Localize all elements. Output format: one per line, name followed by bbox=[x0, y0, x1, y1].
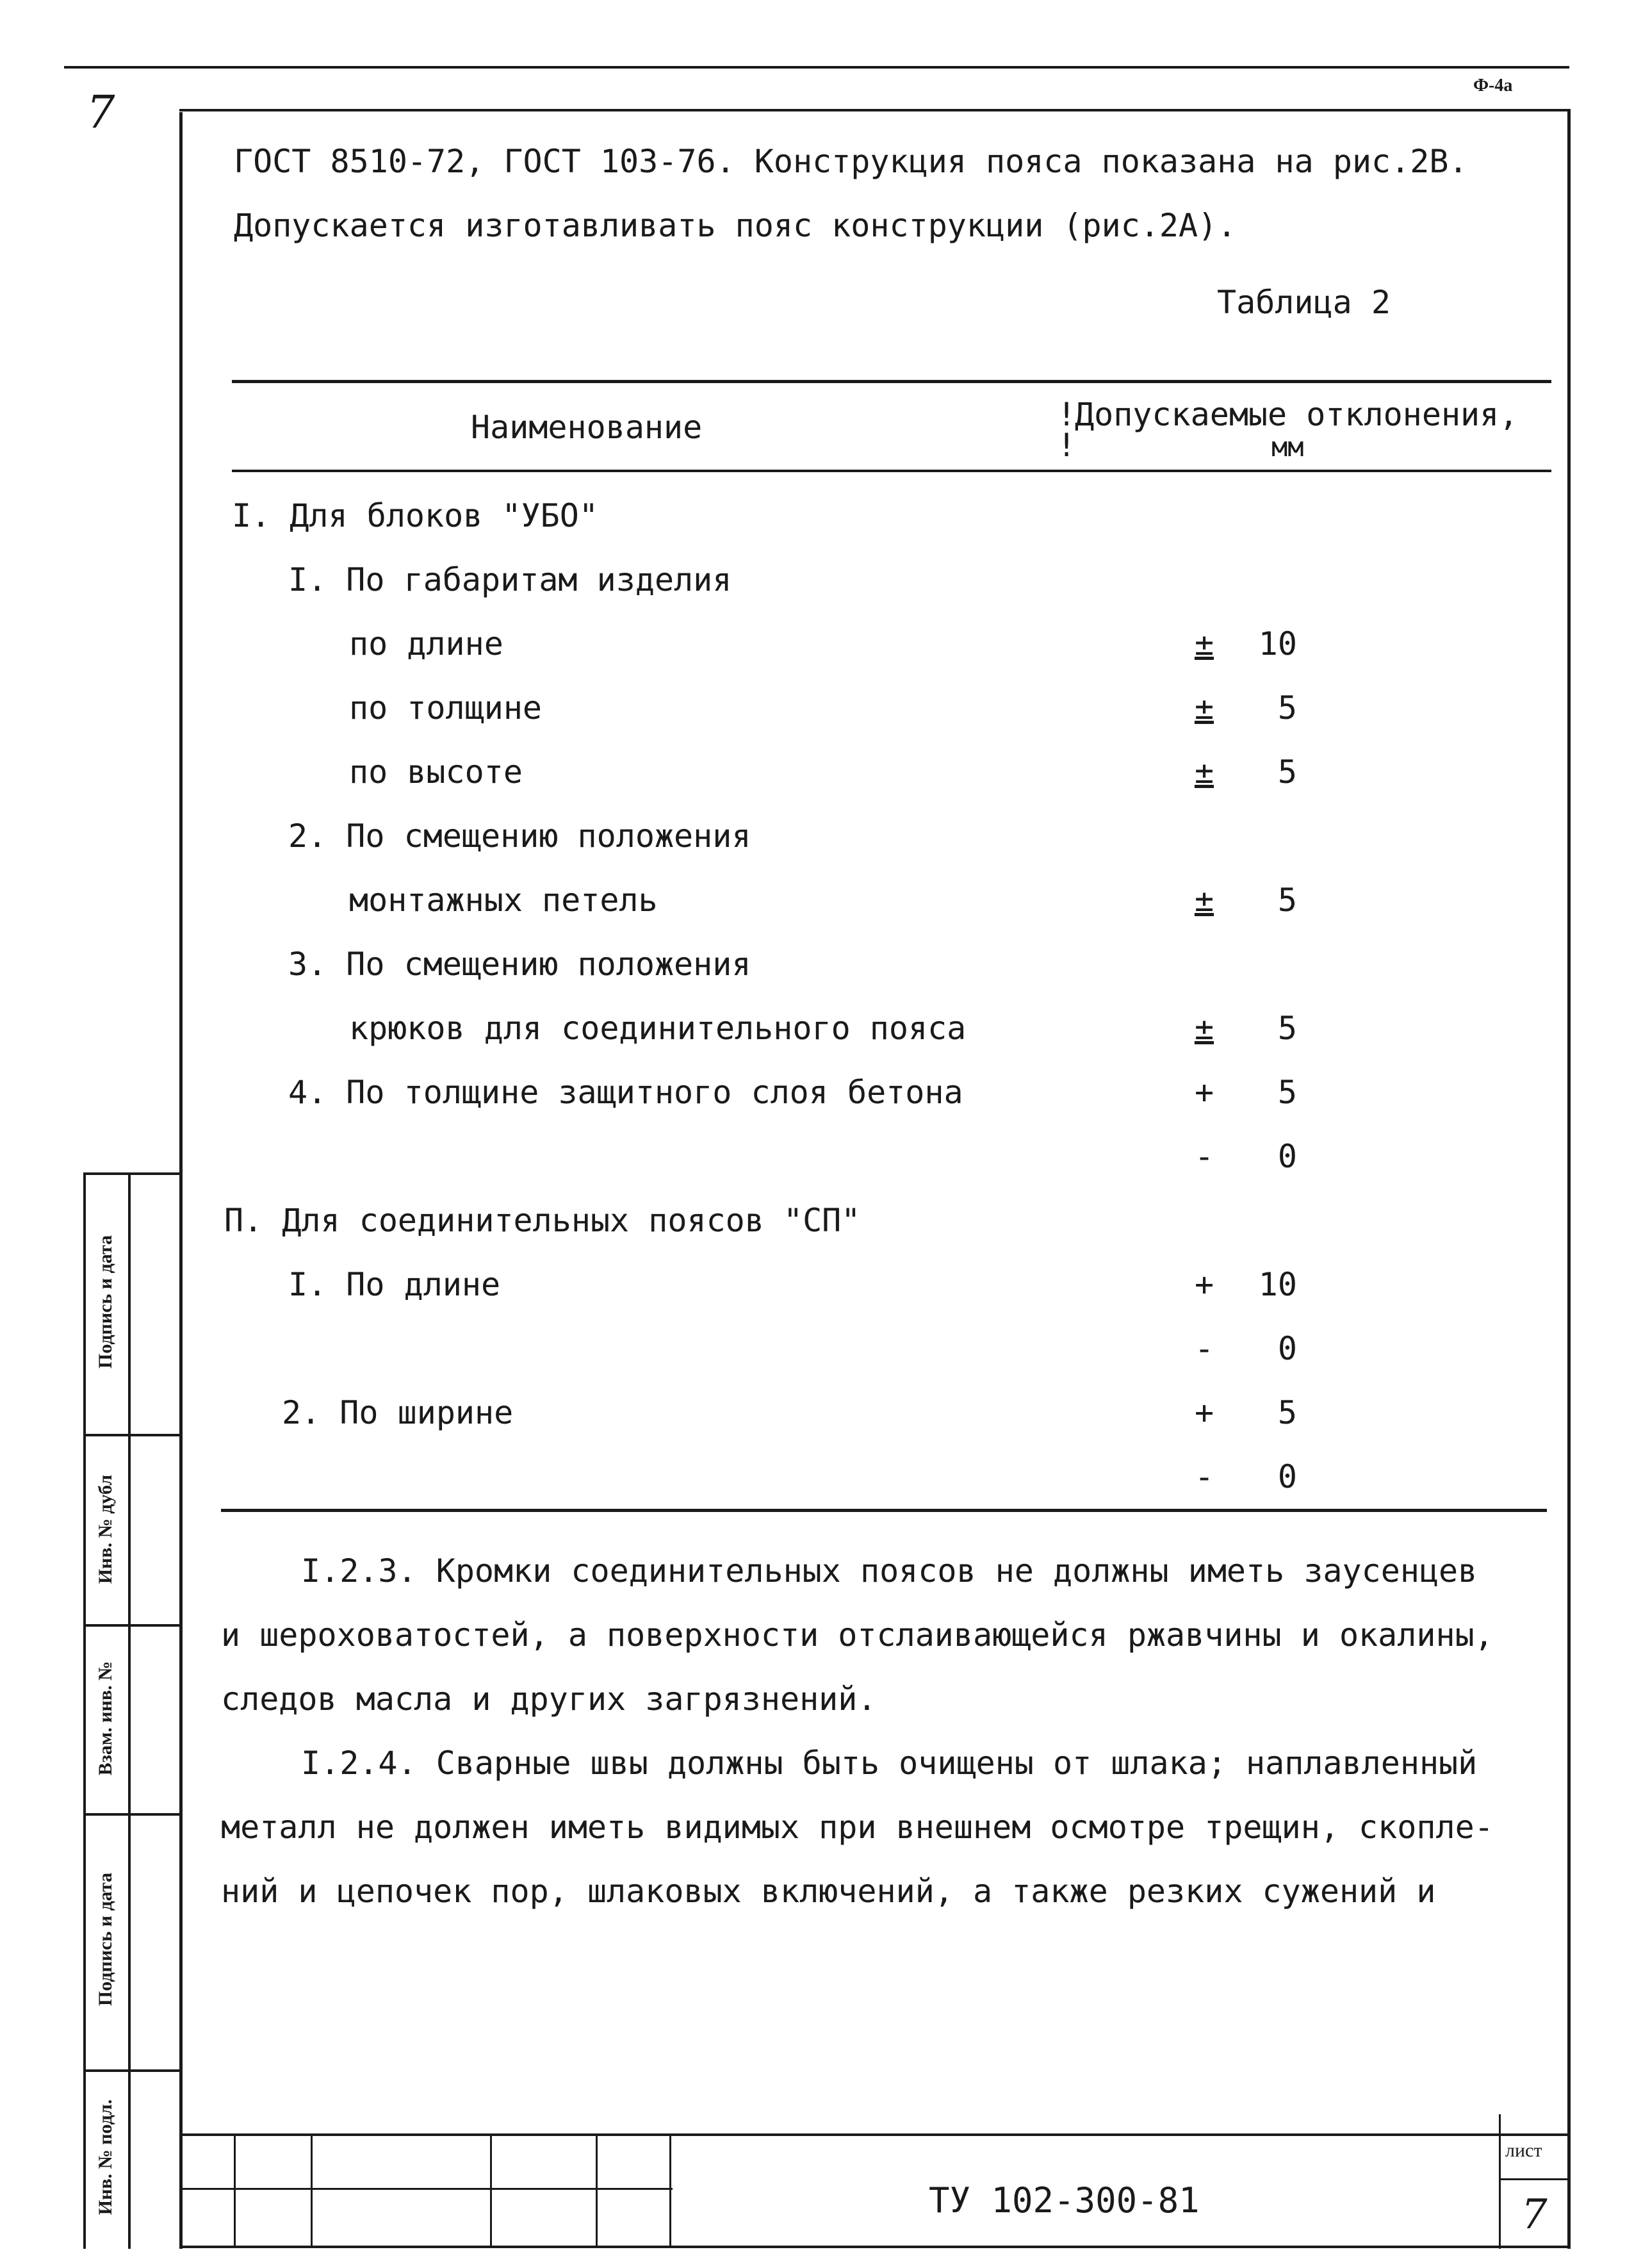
table-row-name: П. Для соединительных поясов "СП" bbox=[224, 1202, 861, 1239]
tolerance-sign: - bbox=[1194, 1330, 1214, 1367]
title-block-top bbox=[179, 2133, 1571, 2136]
table-row-name: I. По габаритам изделия bbox=[288, 561, 732, 598]
table-row-name: крюков для соединительного пояса bbox=[349, 1010, 967, 1047]
tolerance-value: 0 bbox=[1277, 1138, 1297, 1175]
title-block-mid bbox=[179, 2188, 673, 2190]
side-stamp-replaced-inv: Взам. инв. № bbox=[95, 1661, 116, 1776]
col-header-unit: мм bbox=[1271, 431, 1304, 463]
tolerance-value: 5 bbox=[1277, 1074, 1297, 1111]
paragraph-1-2-4-line-2: металл не должен иметь видимых при внешнем осмотре трещин, скопле- bbox=[221, 1809, 1494, 1846]
side-stamp-left-border bbox=[83, 1172, 86, 2249]
document-code: ТУ 102-300-81 bbox=[929, 2180, 1200, 2221]
tolerance-sign: ± bbox=[1194, 689, 1214, 727]
side-stamp-inv-dupl: Инв. № дубл bbox=[95, 1474, 116, 1584]
top-rule bbox=[64, 66, 1569, 69]
table-row-name: I. Для блоков "УБО" bbox=[232, 497, 598, 534]
frame-top bbox=[179, 109, 1571, 111]
tolerance-value: 0 bbox=[1277, 1458, 1297, 1495]
sheet-number: 7 bbox=[1521, 2191, 1548, 2239]
side-stamp-top bbox=[83, 1172, 183, 1175]
table-row-tolerance bbox=[1182, 1393, 1297, 1432]
title-block-col-2 bbox=[311, 2133, 313, 2247]
table-row-tolerance bbox=[1182, 881, 1297, 919]
side-stamp-signature-date-2: Подпись и дата bbox=[95, 1872, 116, 2007]
sheet-label: лист bbox=[1505, 2140, 1542, 2161]
tolerance-value: 5 bbox=[1277, 753, 1297, 791]
table-row-name: I. По длине bbox=[288, 1266, 501, 1303]
table-bottom-rule bbox=[221, 1509, 1547, 1512]
tolerance-value: 5 bbox=[1277, 1010, 1297, 1047]
tolerance-value: 10 bbox=[1258, 1266, 1297, 1303]
table-row-tolerance bbox=[1182, 1329, 1297, 1368]
paragraph-1-2-4-line-1: I.2.4. Сварные швы должны быть очищены от шлака; наплавленный bbox=[301, 1745, 1478, 1782]
table-row-tolerance bbox=[1182, 689, 1297, 727]
table-row-tolerance bbox=[1182, 1009, 1297, 1048]
col-header-tolerance: Допускаемые отклонения, bbox=[1075, 396, 1519, 433]
table-row-name: по высоте bbox=[349, 753, 523, 791]
col-header-separator-bottom: ! bbox=[1057, 427, 1077, 464]
tolerance-value: 5 bbox=[1277, 1394, 1297, 1431]
title-block-col-1 bbox=[234, 2133, 236, 2247]
tolerance-sign: - bbox=[1194, 1458, 1214, 1495]
table-row-tolerance bbox=[1182, 1265, 1297, 1304]
frame-right bbox=[1567, 109, 1571, 2249]
title-block-col-3 bbox=[490, 2133, 492, 2247]
tolerance-sign: + bbox=[1194, 1266, 1214, 1303]
tolerance-sign: + bbox=[1194, 1074, 1214, 1111]
handwritten-page-mark: 7 bbox=[86, 86, 115, 138]
table-row-tolerance bbox=[1182, 625, 1297, 663]
table-row-tolerance bbox=[1182, 1137, 1297, 1176]
tolerance-value: 5 bbox=[1277, 882, 1297, 919]
tolerance-value: 0 bbox=[1277, 1330, 1297, 1367]
paragraph-1-2-4-line-3: ний и цепочек пор, шлаковых включений, а также резких сужений и bbox=[221, 1873, 1436, 1910]
table-row-tolerance bbox=[1182, 753, 1297, 791]
table-row-name: 3. По смещению положения bbox=[288, 946, 751, 983]
col-header-separator-top: ! bbox=[1057, 396, 1077, 433]
tolerance-value: 10 bbox=[1258, 625, 1297, 662]
table-caption: Таблица 2 bbox=[1217, 284, 1391, 321]
table-row-name: 2. По смещению положения bbox=[288, 818, 751, 855]
title-block-col-4 bbox=[596, 2133, 598, 2247]
table-row-tolerance bbox=[1182, 1073, 1297, 1112]
table-row-tolerance bbox=[1182, 1458, 1297, 1496]
side-stamp-mid-border bbox=[128, 1172, 131, 2249]
side-stamp-signature-date-1: Подпись и дата bbox=[95, 1235, 116, 1369]
table-row-name: монтажных петель bbox=[349, 882, 658, 919]
table-row-name: 2. По ширине bbox=[282, 1394, 514, 1431]
tolerance-sign: - bbox=[1194, 1138, 1214, 1175]
tolerance-sign: + bbox=[1194, 1394, 1214, 1431]
frame-left bbox=[179, 112, 183, 2249]
table-header-bottom-rule bbox=[232, 470, 1551, 472]
table-row-name: по длине bbox=[349, 625, 503, 662]
title-block-sheet-sep bbox=[1499, 2178, 1569, 2180]
table-row-name: 4. По толщине защитного слоя бетона bbox=[288, 1074, 963, 1111]
col-header-name: Наименование bbox=[471, 409, 703, 446]
tolerance-sign: ± bbox=[1194, 753, 1214, 791]
paragraph-1-2-3-line-1: I.2.3. Кромки соединительных поясов не должны иметь заусенцев bbox=[301, 1552, 1478, 1590]
intro-line-2: Допускается изготавливать пояс конструкции (рис.2А). bbox=[234, 207, 1237, 244]
title-block-sheet-col bbox=[1499, 2114, 1501, 2249]
table-row-name: по толщине bbox=[349, 689, 543, 727]
table-header-top-rule bbox=[232, 380, 1551, 383]
tolerance-sign: ± bbox=[1194, 625, 1214, 662]
title-block-col-5 bbox=[669, 2133, 671, 2247]
paragraph-1-2-3-line-2: и шероховатостей, а поверхности отслаивающейся ржавчины и окалины, bbox=[221, 1616, 1494, 1654]
frame-bottom bbox=[179, 2246, 1571, 2248]
tolerance-value: 5 bbox=[1277, 689, 1297, 727]
paragraph-1-2-3-line-3: следов масла и других загрязнений. bbox=[221, 1680, 877, 1718]
tolerance-sign: ± bbox=[1194, 882, 1214, 919]
tolerance-sign: ± bbox=[1194, 1010, 1214, 1047]
intro-line-1: ГОСТ 8510-72, ГОСТ 103-76. Конструкция пояса показана на рис.2В. bbox=[234, 143, 1468, 180]
side-stamp-inv-original: Инв. № подл. bbox=[95, 2099, 116, 2215]
form-code: Ф-4а bbox=[1473, 76, 1513, 95]
